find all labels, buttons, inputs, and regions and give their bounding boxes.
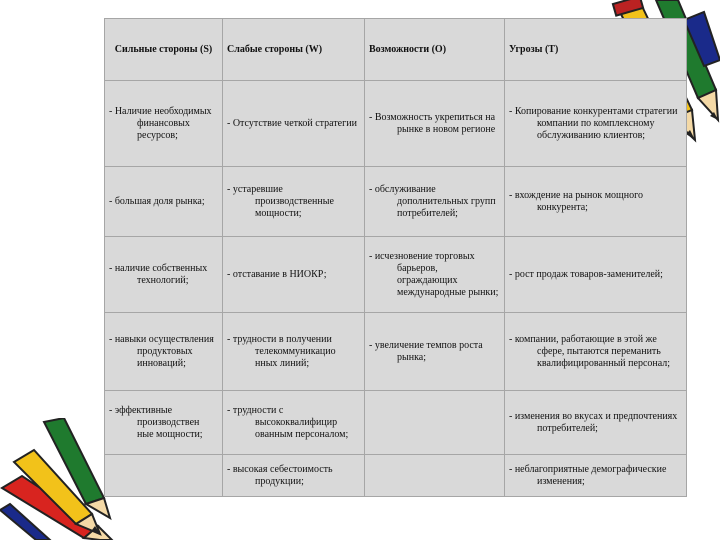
table-header-row [105,19,687,81]
table-cell: - компании, работающие в этой же сфере, пытаются переманить квалифицированный персонал; [505,313,687,391]
table-cell [365,455,505,497]
table-cell: - Наличие необходимых финансовых ресурсов; [105,81,223,167]
table-cell: - эффективные производствен ные мощности; [105,391,223,455]
table-cell: - Возможность укрепиться на рынке в новом регионе [365,81,505,167]
table-cell: - исчезновение торговых барьеров, ограждающих международные рынки; [365,237,505,313]
table-cell: - большая доля рынка; [105,167,223,237]
table-cell: - увеличение темпов роста рынка; [365,313,505,391]
pencils-bottom-left-illustration [0,418,115,540]
table-row [105,167,687,237]
table-row [105,455,687,497]
table-cell [365,391,505,455]
table-cell: - обслуживание дополнительных групп потребителей; [365,167,505,237]
table-cell: - Копирование конкурентами стратегии компании по комплексному обслуживанию клиентов; [505,81,687,167]
table-cell: - неблагоприятные демографические изменения; [505,455,687,497]
header-weaknesses: Слабые стороны (W) [223,19,365,81]
swot-table [104,18,687,497]
table-cell: - отставание в НИОКР; [223,237,365,313]
header-threats: Угрозы (T) [505,19,687,81]
header-opportunities: Возможности (O) [365,19,505,81]
table-row [105,313,687,391]
table-cell: - вхождение на рынок мощного конкурента; [505,167,687,237]
table-cell: - рост продаж товаров-заменителей; [505,237,687,313]
table-cell: - навыки осуществления продуктовых инноваций; [105,313,223,391]
table-row [105,237,687,313]
table-cell: - устаревшие производственные мощности; [223,167,365,237]
table-cell: - трудности в получении телекоммуникацио нных линий; [223,313,365,391]
table-cell: - Отсутствие четкой стратегии [223,81,365,167]
table-cell: - высокая себестоимость продукции; [223,455,365,497]
table-cell: - изменения во вкусах и предпочтениях потребителей; [505,391,687,455]
header-strengths: Сильные стороны (S) [105,19,223,81]
table-row [105,81,687,167]
table-cell: - трудности с высококвалифицир ованным персоналом; [223,391,365,455]
table-cell [105,455,223,497]
table-cell: - наличие собственных технологий; [105,237,223,313]
table-row [105,391,687,455]
